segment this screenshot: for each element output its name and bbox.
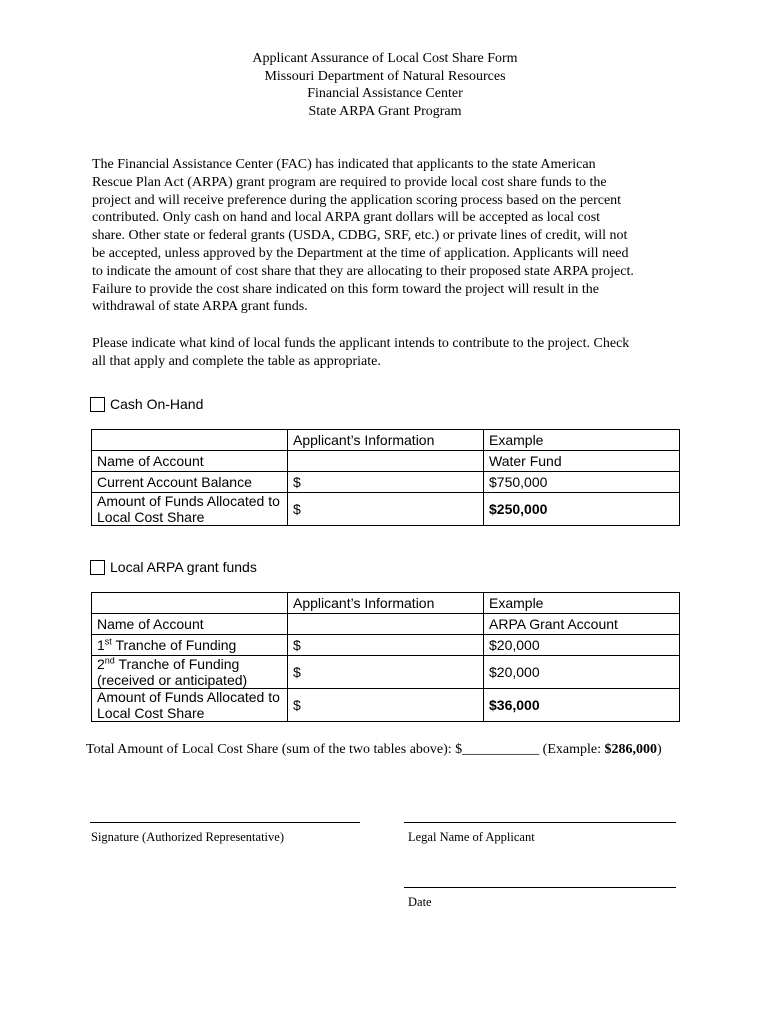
row-label-line: Local Cost Share [97,705,205,721]
table-header-cell: Applicant’s Information [288,430,484,451]
funds-allocated-input[interactable]: $ [288,493,484,526]
instructions-paragraph [92,335,692,371]
row-label-text: Tranche of Funding [114,656,240,672]
table-header-cell [92,430,288,451]
row-label [92,635,288,656]
table-row [92,493,680,526]
row-label-line: Amount of Funds Allocated to [97,493,280,509]
example-value: $20,000 [484,635,680,656]
intro-line: Failure to provide the cost share indicated on this form toward the project will result in the [92,281,599,297]
row-label [92,493,288,526]
cash-on-hand-table [91,429,680,526]
example-value: ARPA Grant Account [484,614,680,635]
program-name: State ARPA Grant Program [308,103,462,119]
ordinal-suffix: nd [104,655,115,666]
cash-on-hand-checkbox[interactable] [90,397,105,412]
date-label: Date [408,895,432,909]
row-label-line: Local Cost Share [97,509,205,525]
intro-line: project and will receive preference during the application scoring process based on the percent [92,192,622,208]
date-line[interactable] [404,887,676,888]
example-value: $250,000 [484,493,680,526]
signature-label: Signature (Authorized Representative) [91,830,284,844]
center-name: Financial Assistance Center [307,86,463,101]
second-tranche-input[interactable]: $ [288,656,484,689]
example-value: $750,000 [484,472,680,493]
account-balance-input[interactable]: $ [288,472,484,493]
row-label: Name of Account [92,614,288,635]
example-value: $36,000 [484,689,680,722]
row-label [92,656,288,689]
local-arpa-table [91,592,680,722]
total-label: Total Amount of Local Cost Share (sum of the two tables above): $ [86,742,463,757]
total-example-prefix: (Example: [539,742,605,757]
table-header-cell: Example [484,593,680,614]
row-label: Name of Account [92,451,288,472]
form-header [0,50,770,120]
table-row [92,614,680,635]
intro-line: Rescue Plan Act (ARPA) grant program are required to provide local cost share funds to the [92,174,607,190]
legal-name-line[interactable] [404,822,676,823]
table-header-cell [92,593,288,614]
example-value: Water Fund [484,451,680,472]
first-tranche-input[interactable]: $ [288,635,484,656]
local-arpa-checkbox[interactable] [90,560,105,575]
ordinal-number: 1 [97,637,105,653]
intro-line: contributed. Only cash on hand and local ARPA grant dollars will be accepted as local cost [92,210,601,226]
funds-allocated-input[interactable]: $ [288,689,484,722]
table-row [92,451,680,472]
ordinal-number: 2 [97,656,105,672]
total-amount-input[interactable]: ___________ [462,742,540,757]
table-row [92,689,680,722]
row-label-text: Tranche of Funding [111,637,237,653]
legal-name-label: Legal Name of Applicant [408,830,535,844]
table-header-cell: Applicant’s Information [288,593,484,614]
form-title: Applicant Assurance of Local Cost Share Form [252,51,518,66]
intro-line: to indicate the amount of cost share that they are allocating to their proposed state ARPA project. [92,263,634,279]
intro-paragraph [92,156,692,316]
intro-line: The Financial Assistance Center (FAC) has indicated that applicants to the state American [92,157,596,172]
cash-on-hand-label: Cash On-Hand [110,396,204,412]
account-name-input[interactable] [288,614,484,635]
table-header-cell: Example [484,430,680,451]
ordinal-suffix: st [104,636,112,647]
row-label: Current Account Balance [92,472,288,493]
row-label [92,689,288,722]
intro-line: share. Other state or federal grants (USDA, CDBG, SRF, etc.) or private lines of credit, will not [92,228,628,244]
example-value: $20,000 [484,656,680,689]
table-header-row [92,593,680,614]
table-row [92,635,680,656]
table-header-row [92,430,680,451]
cash-on-hand-option[interactable] [90,396,203,412]
table-row [92,656,680,689]
row-label-line: (received or anticipated) [97,672,248,688]
instructions-line: Please indicate what kind of local funds the applicant intends to contribute to the project. Check [92,336,630,351]
table-row [92,472,680,493]
total-example-value: $286,000 [604,742,657,757]
local-arpa-option[interactable] [90,559,257,575]
total-example-suffix: ) [656,742,662,757]
intro-line: withdrawal of state ARPA grant funds. [92,299,308,315]
signature-line[interactable] [90,822,360,823]
row-label-line: Amount of Funds Allocated to [97,689,280,705]
total-cost-share-line [86,742,662,758]
instructions-line: all that apply and complete the table as appropriate. [92,353,381,369]
local-arpa-label: Local ARPA grant funds [110,559,257,575]
department-name: Missouri Department of Natural Resources [264,68,506,84]
account-name-input[interactable] [288,451,484,472]
intro-line: be accepted, unless approved by the Department at the time of application. Applicants will need [92,245,629,261]
